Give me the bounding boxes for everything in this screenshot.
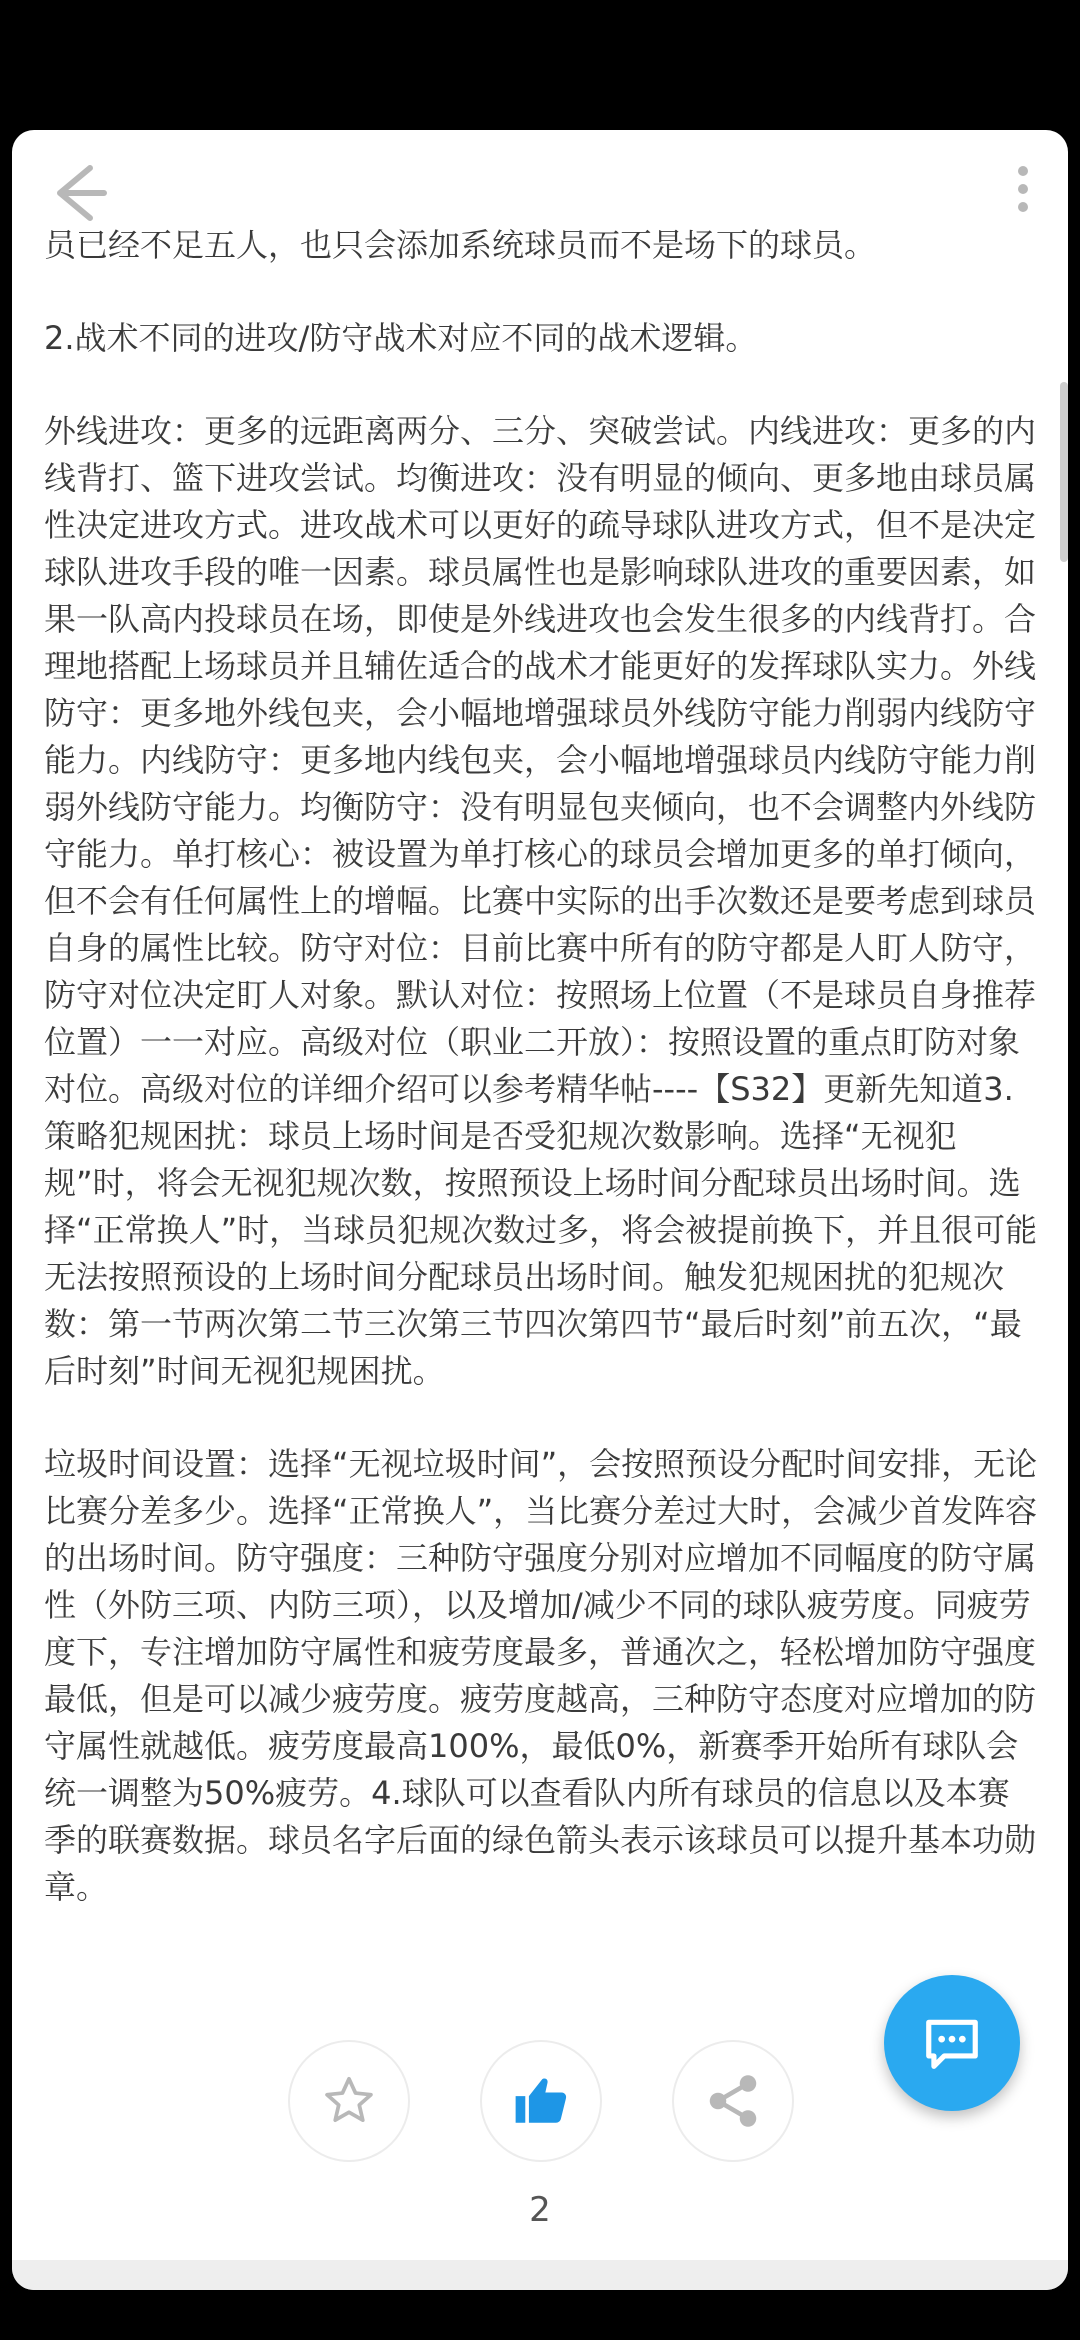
article-paragraph: 垃圾时间设置：选择“无视垃圾时间”，会按照预设分配时间安排，无论比赛分差多少。选择“正常换人”，当比赛分差过大时，会减少首发阵容的出场时间。防守强度：三种防守强度分别对应增加不同幅度的防守属性（外防三项、内防三项），以及增加/减少不同的球队疲劳度。同疲劳度下，专注增加防守属性和疲劳度最多，普通次之，轻松增加防守强度最低，但是可以减少疲劳度。疲劳度越高，三种防守态度对应增加的防守属性就越低。疲劳度最高100%，最低0%，新赛季开始所有球队会统一调整为50%疲劳。4.球队可以查看队内所有球员的信息以及本赛季的联赛数据。球员名字后面的绿色箭头表示该球员可以提升基本功勋章。: [44, 1445, 1038, 1906]
post-card: [12, 130, 1068, 2290]
page-number: 2: [529, 2190, 551, 2230]
like-button[interactable]: [480, 2040, 602, 2162]
thumbs-up-icon: [512, 2072, 570, 2130]
top-bar: [12, 130, 1068, 230]
article-paragraph: 2.战术不同的进攻/防守战术对应不同的战术逻辑。: [44, 319, 758, 357]
share-icon: [703, 2071, 763, 2131]
article-paragraph: 外线进攻：更多的远距离两分、三分、突破尝试。内线进攻：更多的内线背打、篮下进攻尝试。均衡进攻：没有明显的倾向、更多地由球员属性决定进攻方式。进攻战术可以更好的疏导球队进攻方式，但不是决定球队进攻手段的唯一因素。球员属性也是影响球队进攻的重要因素，如果一队高内投球员在场，即使是外线进攻也会发生很多的内线背打。合理地搭配上场球员并且辅佐适合的战术才能更好的发挥球队实力。外线防守：更多地外线包夹，会小幅地增强球员外线防守能力削弱内线防守能力。内线防守：更多地内线包夹，会小幅地增强球员内线防守能力削弱外线防守能力。均衡防守：没有明显包夹倾向，也不会调整内外线防守能力。单打核心：被设置为单打核心的球员会增加更多的单打倾向，但不会有任何属性上的增幅。比赛中实际的出手次数还是要考虑到球员自身的属性比较。防守对位：目前比赛中所有的防守都是人盯人防守，防守对位决定盯人对象。默认对位：按照场上位置（不是球员自身推荐位置）一一对应。高级对位（职业二开放）：按照设置的重点盯防对象对位。高级对位的详细介绍可以参考精华帖----【S32】更新先知道3.策略犯规困扰：球员上场时间是否受犯规次数影响。选择“无视犯规”时，将会无视犯规次数，按照预设上场时间分配球员出场时间。选择“正常换人”时，当球员犯规次数过多，将会被提前换下，并且很可能无法按照预设的上场时间分配球员出场时间。触发犯规困扰的犯规次数：第一节两次第二节三次第三节四次第四节“最后时刻”前五次，“最后时刻”时间无视犯规困扰。: [44, 412, 1038, 1390]
arrow-left-icon: [40, 158, 120, 228]
star-icon: [321, 2073, 377, 2129]
favorite-button[interactable]: [288, 2040, 410, 2162]
scrollbar[interactable]: [1060, 382, 1068, 562]
share-button[interactable]: [672, 2040, 794, 2162]
back-button[interactable]: [40, 158, 120, 228]
article-paragraph: 员已经不足五人，也只会添加系统球员而不是场下的球员。: [44, 226, 877, 264]
comment-icon: [921, 2012, 983, 2074]
more-options-button[interactable]: [988, 154, 1058, 224]
article-body: [44, 222, 1040, 1911]
bottom-divider: [12, 2260, 1068, 2290]
comment-button[interactable]: [884, 1975, 1020, 2111]
